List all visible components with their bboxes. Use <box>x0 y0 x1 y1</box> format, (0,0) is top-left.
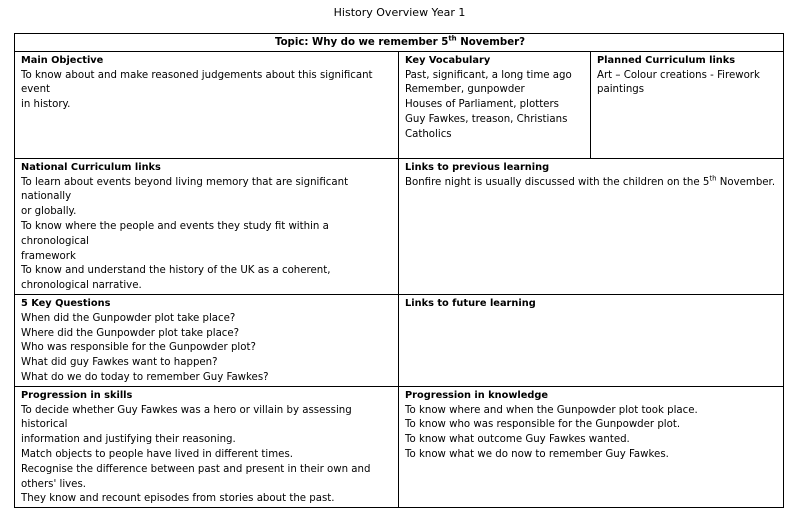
progression-skills-heading: Progression in skills <box>21 389 133 401</box>
document-title: History Overview Year 1 <box>333 6 466 19</box>
curriculum-row <box>15 158 784 294</box>
main-objective-cell <box>15 51 399 158</box>
questions-row <box>15 294 784 386</box>
national-curriculum-line: To know where the people and events they study fit within a chronological <box>21 220 329 247</box>
links-previous-heading: Links to previous learning <box>405 161 550 173</box>
knowledge-line: To know what we do now to remember Guy Fawkes. <box>405 448 669 460</box>
main-objective-heading: Main Objective <box>21 54 104 66</box>
national-curriculum-line: or globally. <box>21 206 77 218</box>
national-curriculum-line: To know and understand the history of the UK as a coherent, <box>21 265 331 277</box>
overview-table <box>14 33 784 508</box>
main-objective-line: in history. <box>21 99 71 111</box>
progression-knowledge-cell <box>399 386 784 507</box>
objectives-row <box>15 51 784 158</box>
knowledge-line: To know what outcome Guy Fawkes wanted. <box>405 434 630 446</box>
planned-curriculum-links-heading: Planned Curriculum links <box>597 54 736 66</box>
national-curriculum-line: To learn about events beyond living memory that are significant nationally <box>21 176 349 203</box>
key-vocabulary-cell <box>399 51 591 158</box>
links-previous-cell <box>399 158 784 294</box>
progression-row <box>15 386 784 507</box>
vocabulary-line: Guy Fawkes, treason, Christians <box>405 113 568 125</box>
vocabulary-line: Past, significant, a long time ago <box>405 69 572 81</box>
skills-line: Match objects to people have lived in different times. <box>21 448 293 460</box>
key-questions-heading: 5 Key Questions <box>21 297 111 309</box>
progression-skills-cell <box>15 386 399 507</box>
planned-curriculum-line: paintings <box>597 84 645 96</box>
progression-knowledge-heading: Progression in knowledge <box>405 389 549 401</box>
main-objective-line: To know about and make reasoned judgements about this significant event <box>21 69 373 96</box>
key-vocabulary-heading: Key Vocabulary <box>405 54 491 66</box>
vocabulary-line: Houses of Parliament, plotters <box>405 99 559 111</box>
question-line: When did the Gunpowder plot take place? <box>21 312 236 324</box>
national-curriculum-links-heading: National Curriculum links <box>21 161 161 173</box>
topic-row <box>15 34 784 52</box>
vocabulary-line: Remember, gunpowder <box>405 84 525 96</box>
links-previous-text: Bonfire night is usually discussed with the children on the 5th November. <box>405 174 776 188</box>
national-curriculum-links-cell <box>15 158 399 294</box>
national-curriculum-line: chronological narrative. <box>21 280 142 292</box>
question-line: What did guy Fawkes want to happen? <box>21 357 218 369</box>
skills-line: They know and recount episodes from stories about the past. <box>21 493 335 505</box>
links-future-heading: Links to future learning <box>405 297 536 309</box>
key-questions-cell <box>15 294 399 386</box>
skills-line: others' lives. <box>21 478 86 490</box>
planned-curriculum-line: Art – Colour creations - Firework <box>597 69 760 81</box>
question-line: What do we do today to remember Guy Fawkes? <box>21 371 269 383</box>
planned-curriculum-links-cell <box>591 51 784 158</box>
national-curriculum-line: framework <box>21 250 76 262</box>
question-line: Who was responsible for the Gunpowder plot? <box>21 342 256 354</box>
question-line: Where did the Gunpowder plot take place? <box>21 327 240 339</box>
knowledge-line: To know where and when the Gunpowder plot took place. <box>405 404 698 416</box>
skills-line: information and justifying their reasoning. <box>21 434 236 446</box>
topic-text: Topic: Why do we remember 5th November? <box>274 34 526 48</box>
topic-cell <box>15 34 784 52</box>
skills-line: To decide whether Guy Fawkes was a hero or villain by assessing historical <box>21 404 352 431</box>
vocabulary-line: Catholics <box>405 128 452 140</box>
links-future-cell <box>399 294 784 386</box>
knowledge-line: To know who was responsible for the Gunpowder plot. <box>405 419 681 431</box>
skills-line: Recognise the difference between past and present in their own and <box>21 463 371 475</box>
